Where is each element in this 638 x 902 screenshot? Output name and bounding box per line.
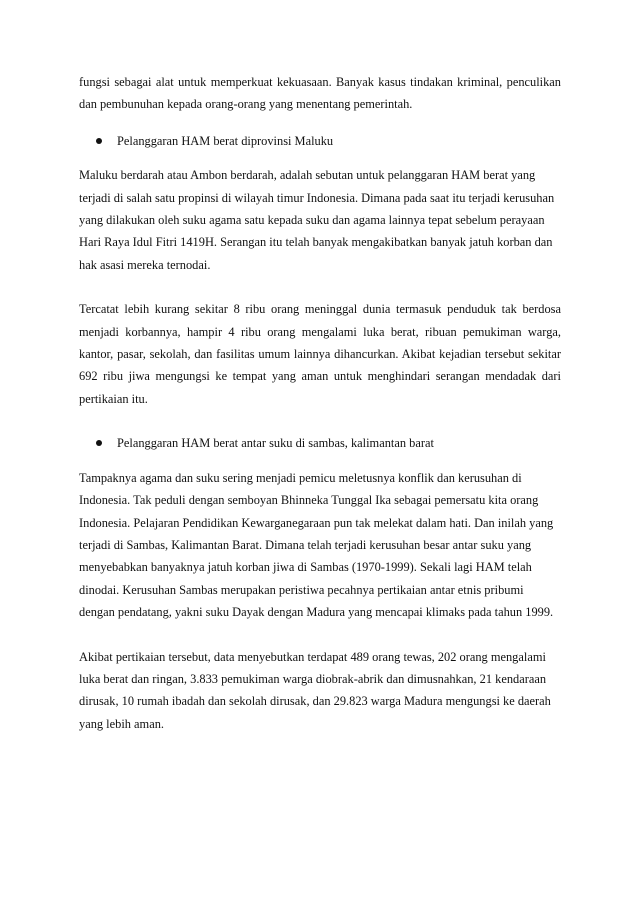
sambas-paragraph-2: Akibat pertikaian tersebut, data menyebutkan terdapat 489 orang tewas, 202 orang mengalami luka berat dan ringan, 3.833 pemukiman warga diobrak-abrik dan dimusnahkan, 21 kendaraan dirusak, 10 rumah ibadah dan sekolah dirusak, dan 29.823 warga Madura mengungsi ke daerah yang lebih aman.: [79, 649, 551, 731]
bullet-item-maluku: [79, 130, 561, 152]
bullet-heading-maluku: Pelanggaran HAM berat diprovinsi Maluku: [117, 133, 334, 148]
bullet-dot-icon: [96, 138, 102, 144]
bullet-heading-sambas: Pelanggaran HAM berat antar suku di sambas, kalimantan barat: [117, 436, 434, 451]
maluku-paragraph-2: Tercatat lebih kurang sekitar 8 ribu orang meninggal dunia termasuk penduduk tak berdosa menjadi korbannya, hampir 4 ribu orang mengalami luka berat, ribuan pemukiman warga, kantor, pasar, sekolah, dan fasilitas umum lainnya dihancurkan. Akibat kejadian tersebut sekitar 692 ribu jiwa mengungsi ke tempat yang aman untuk menghindari serangan mendadak dari pertikaian itu.: [79, 302, 561, 406]
document-page: [79, 71, 561, 735]
bullet-item-sambas: [79, 432, 561, 454]
maluku-paragraph-1: Maluku berdarah atau Ambon berdarah, adalah sebutan untuk pelanggaran HAM berat yang terjadi di salah satu propinsi di wilayah timur Indonesia. Dimana pada saat itu terjadi kerusuhan yang dilakukan oleh suku agama satu kepada suku dan agama lainnya tepat sebelum perayaan Hari Raya Idul Fitri 1419H. Serangan itu telah banyak mengakibatkan banyak jatuh korban dan hak asasi mereka ternodai.: [79, 168, 555, 272]
intro-paragraph: fungsi sebagai alat untuk memperkuat kekuasaan. Banyak kasus tindakan kriminal, penculikan dan pembunuhan kepada orang-orang yang menentang pemerintah.: [79, 75, 561, 112]
bullet-dot-icon: [96, 440, 102, 446]
sambas-paragraph-1: Tampaknya agama dan suku sering menjadi pemicu meletusnya konflik dan kerusuhan di Indonesia. Tak peduli dengan semboyan Bhinneka Tunggal Ika sebagai pemersatu kita orang Indonesia. Pelajaran Pendidikan Kewarganegaraan pun tak melekat dalam hati. Dan inilah yang terjadi di Sambas, Kalimantan Barat. Dimana telah terjadi kerusuhan besar antar suku yang menyebabkan banyaknya jatuh korban jiwa di Sambas (1970-1999). Sekali lagi HAM telah dinodai. Kerusuhan Sambas merupakan peristiwa pecahnya pertikaian antar etnis pribumi dengan pendatang, yakni suku Dayak dengan Madura yang mencapai klimaks pada tahun 1999.: [79, 470, 554, 620]
